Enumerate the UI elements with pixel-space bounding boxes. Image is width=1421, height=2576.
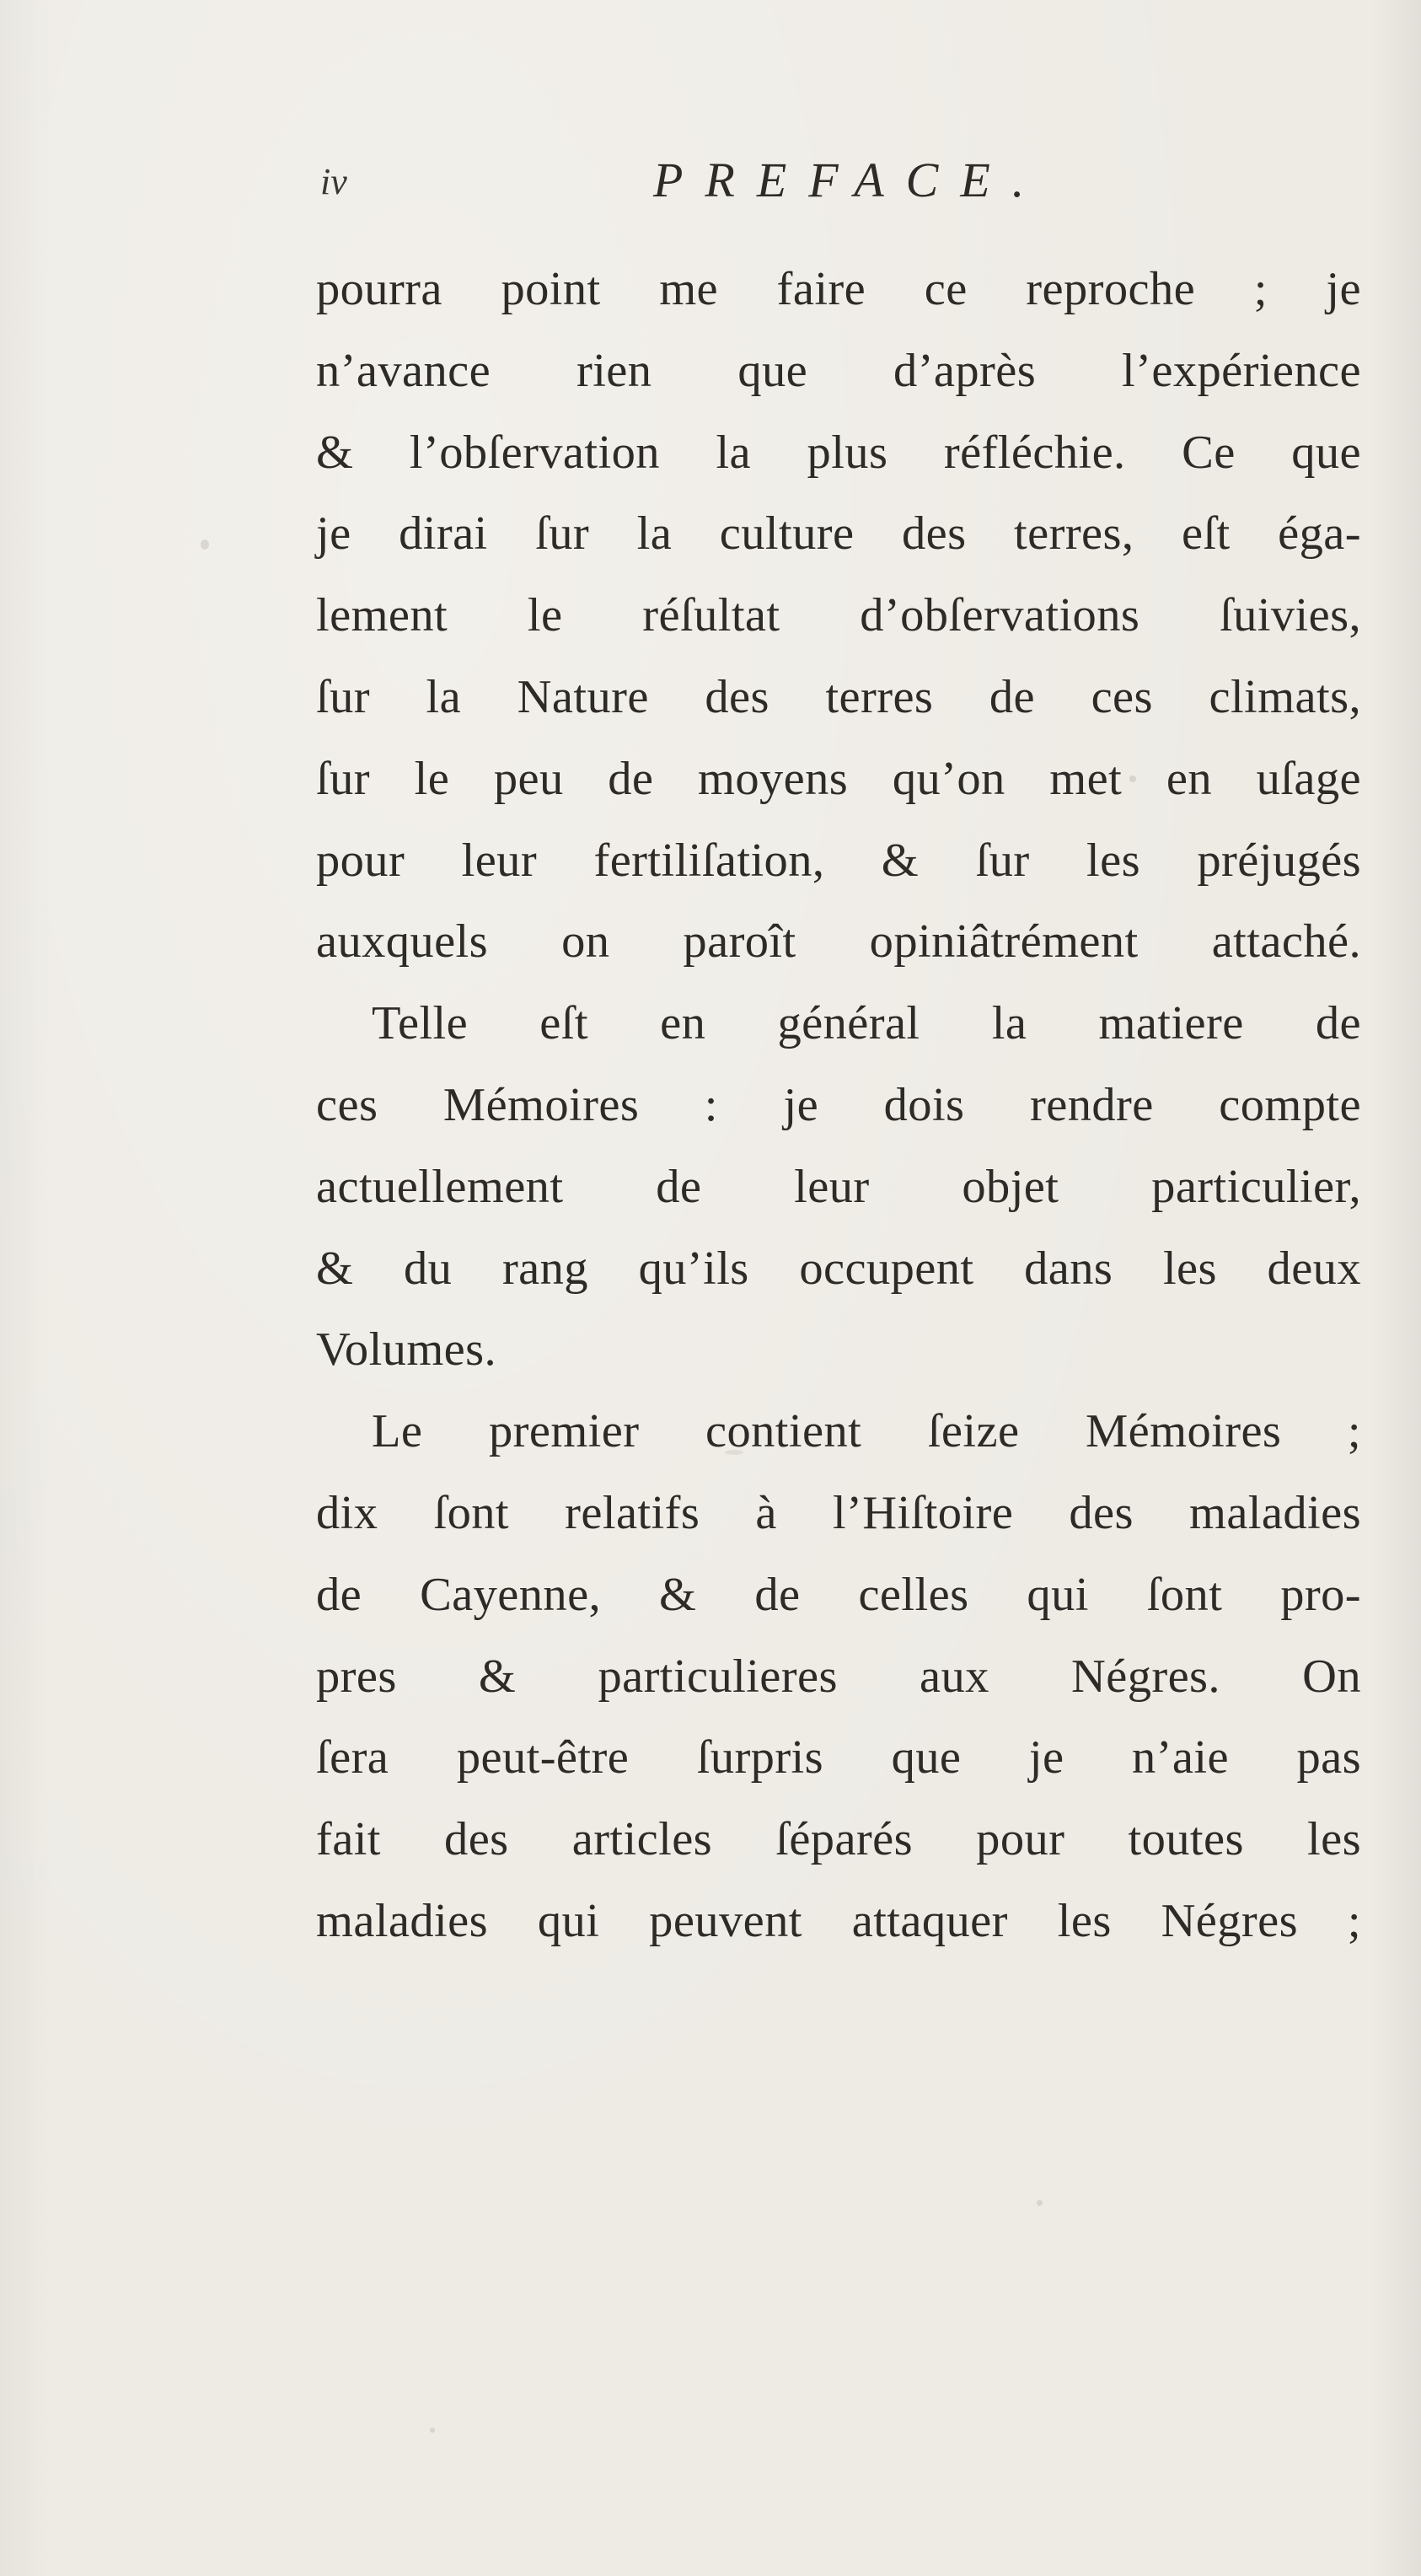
paper-speck [430, 2428, 435, 2433]
paper-speck [1037, 2200, 1043, 2206]
text-line: fait des articles ſéparés pour toutes les [316, 1813, 1361, 1866]
paragraph-2 [316, 983, 1361, 1391]
text-line: ces Mémoires : je dois rendre compte [316, 1078, 1361, 1131]
paragraph-3 [316, 1391, 1361, 1962]
text-line: Volumes. [316, 1323, 497, 1377]
paper-speck [725, 1450, 743, 1455]
paragraph-1 [316, 249, 1361, 983]
text-line: ſur le peu de moyens qu’on met en uſage [316, 752, 1361, 805]
text-line: ſur la Nature des terres de ces climats, [316, 670, 1361, 723]
text-line: Telle eſt en général la matiere de [372, 997, 1361, 1050]
text-line: n’avance rien que d’après l’expérience [316, 344, 1361, 397]
page-header [320, 152, 1332, 228]
text-line: je dirai ſur la culture des terres, eſt éga- [316, 507, 1361, 561]
text-line: ſera peut-être ſurpris que je n’aie pas [316, 1731, 1361, 1784]
text-line: & l’obſervation la plus réfléchie. Ce que [316, 426, 1361, 479]
running-head: PREFACE. [653, 153, 1047, 207]
text-line: pourra point me faire ce reproche ; je [316, 263, 1361, 315]
paper-speck [201, 539, 209, 550]
paper-speck [1129, 775, 1136, 782]
page-number: iv [320, 161, 347, 202]
text-line: lement le réſultat d’obſervations ſuivies, [316, 589, 1361, 642]
text-line: dix ſont relatifs à l’Hiſtoire des maladies [316, 1486, 1361, 1539]
text-line: Le premier contient ſeize Mémoires ; [372, 1405, 1361, 1458]
text-line: auxquels on paroît opiniâtrément attaché. [316, 915, 1361, 969]
text-line: actuellement de leur objet particulier, [316, 1160, 1361, 1213]
text-line: de Cayenne, & de celles qui ſont pro- [316, 1568, 1361, 1621]
text-line: maladies qui peuvent attaquer les Négres ; [316, 1894, 1361, 1947]
text-line: pres & particulieres aux Négres. On [316, 1650, 1361, 1703]
text-line: & du rang qu’ils occupent dans les deux [316, 1242, 1361, 1295]
text-line: pour leur fertiliſation, & ſur les préjugés [316, 834, 1361, 887]
body-text [316, 249, 1361, 1962]
